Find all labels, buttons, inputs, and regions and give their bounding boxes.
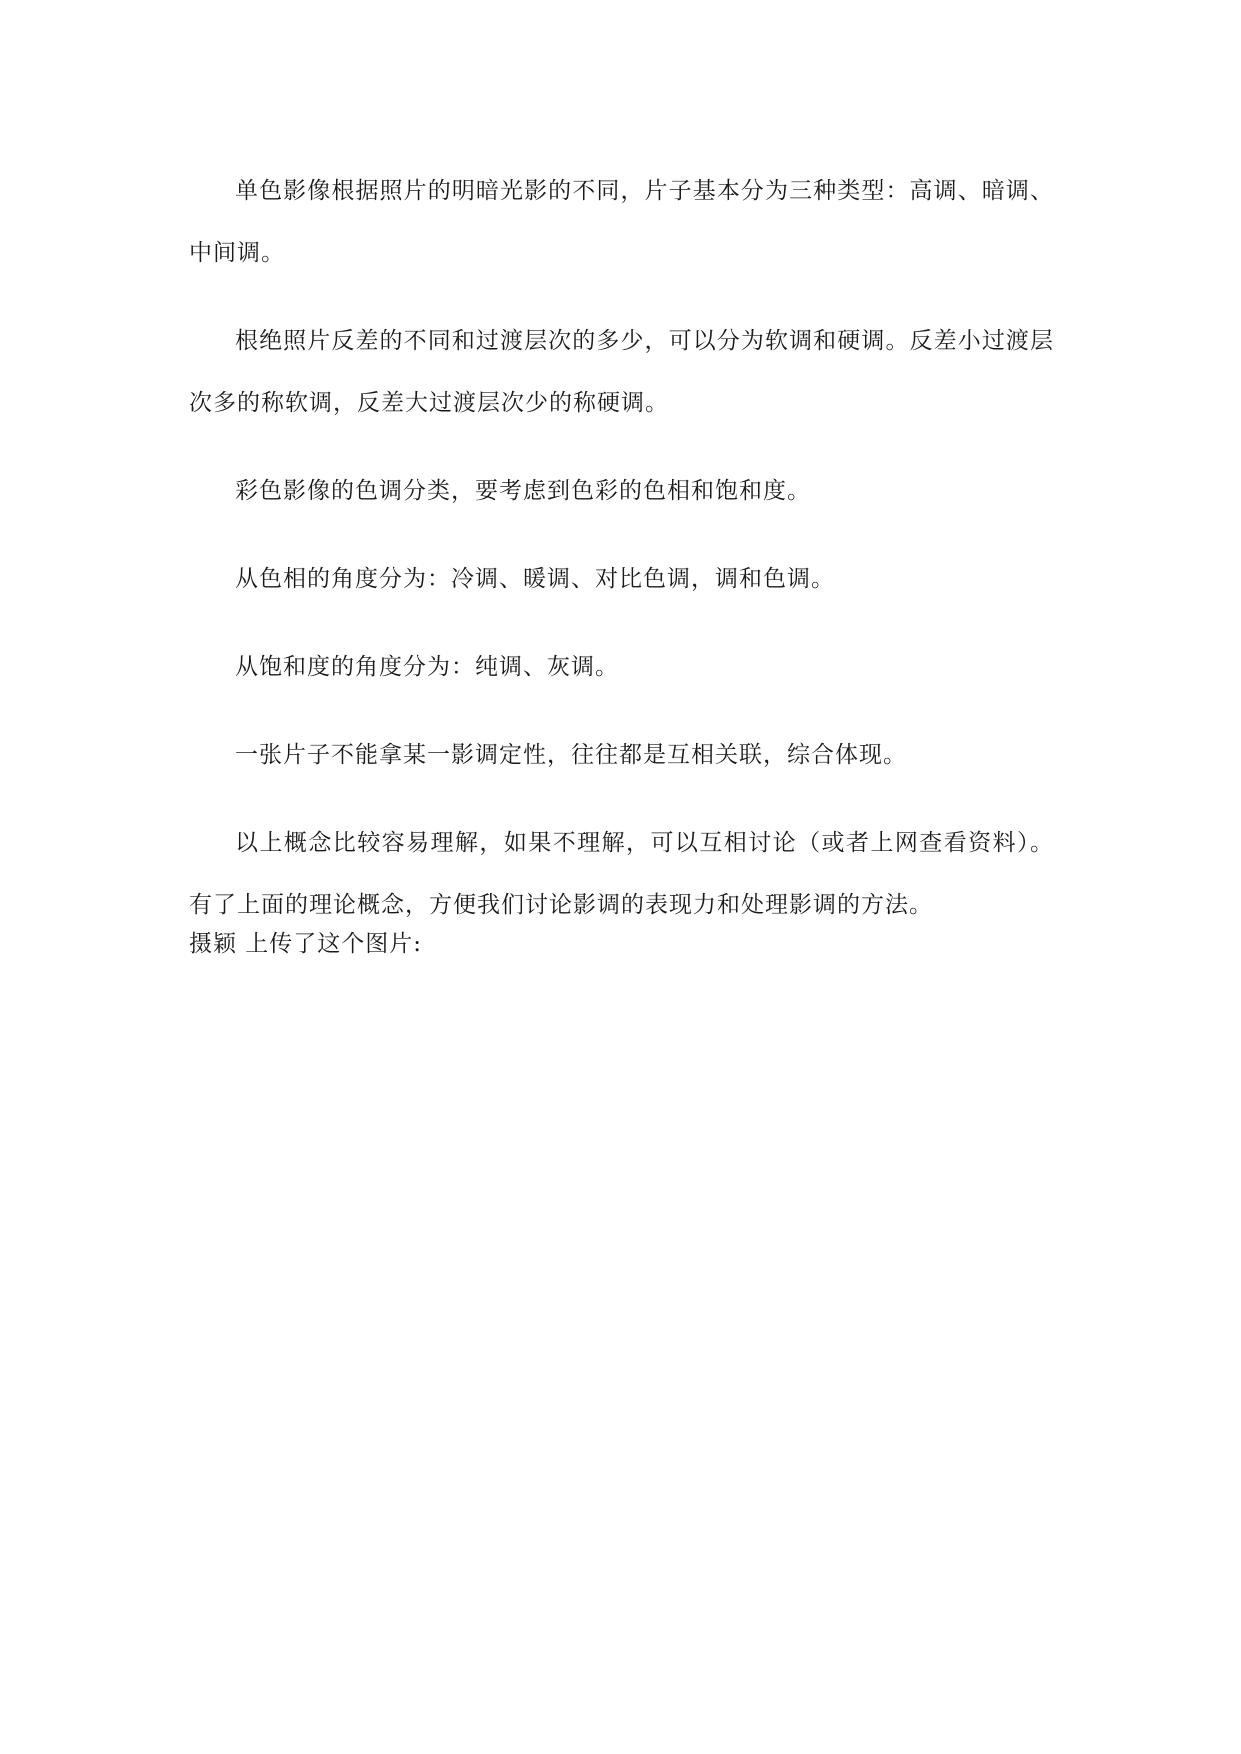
- paragraph-saturation-tones: 从饱和度的角度分为：纯调、灰调。: [235, 654, 619, 680]
- paragraph-monochrome-tones: 单色影像根据照片的明暗光影的不同，片子基本分为三种类型：高调、暗调、中间调。: [189, 178, 1054, 266]
- paragraph-concept-summary: 以上概念比较容易理解，如果不理解，可以互相讨论（或者上网查看资料）。有了上面的理论概念，方便我们讨论影调的表现力和处理影调的方法。: [189, 830, 1054, 918]
- paragraph-soft-hard-tones: 根绝照片反差的不同和过渡层次的多少，可以分为软调和硬调。反差小过渡层次多的称软调，反差大过渡层次少的称硬调。: [189, 328, 1054, 416]
- document-body: [189, 160, 1054, 962]
- upload-caption: 摄颖 上传了这个图片:: [189, 931, 423, 957]
- paragraph-color-tone-classification: 彩色影像的色调分类，要考虑到色彩的色相和饱和度。: [235, 478, 811, 504]
- paragraph-combined-tones: 一张片子不能拿某一影调定性，往往都是互相关联，综合体现。: [235, 742, 907, 768]
- paragraph-hue-tones: 从色相的角度分为：冷调、暖调、对比色调，调和色调。: [235, 566, 835, 592]
